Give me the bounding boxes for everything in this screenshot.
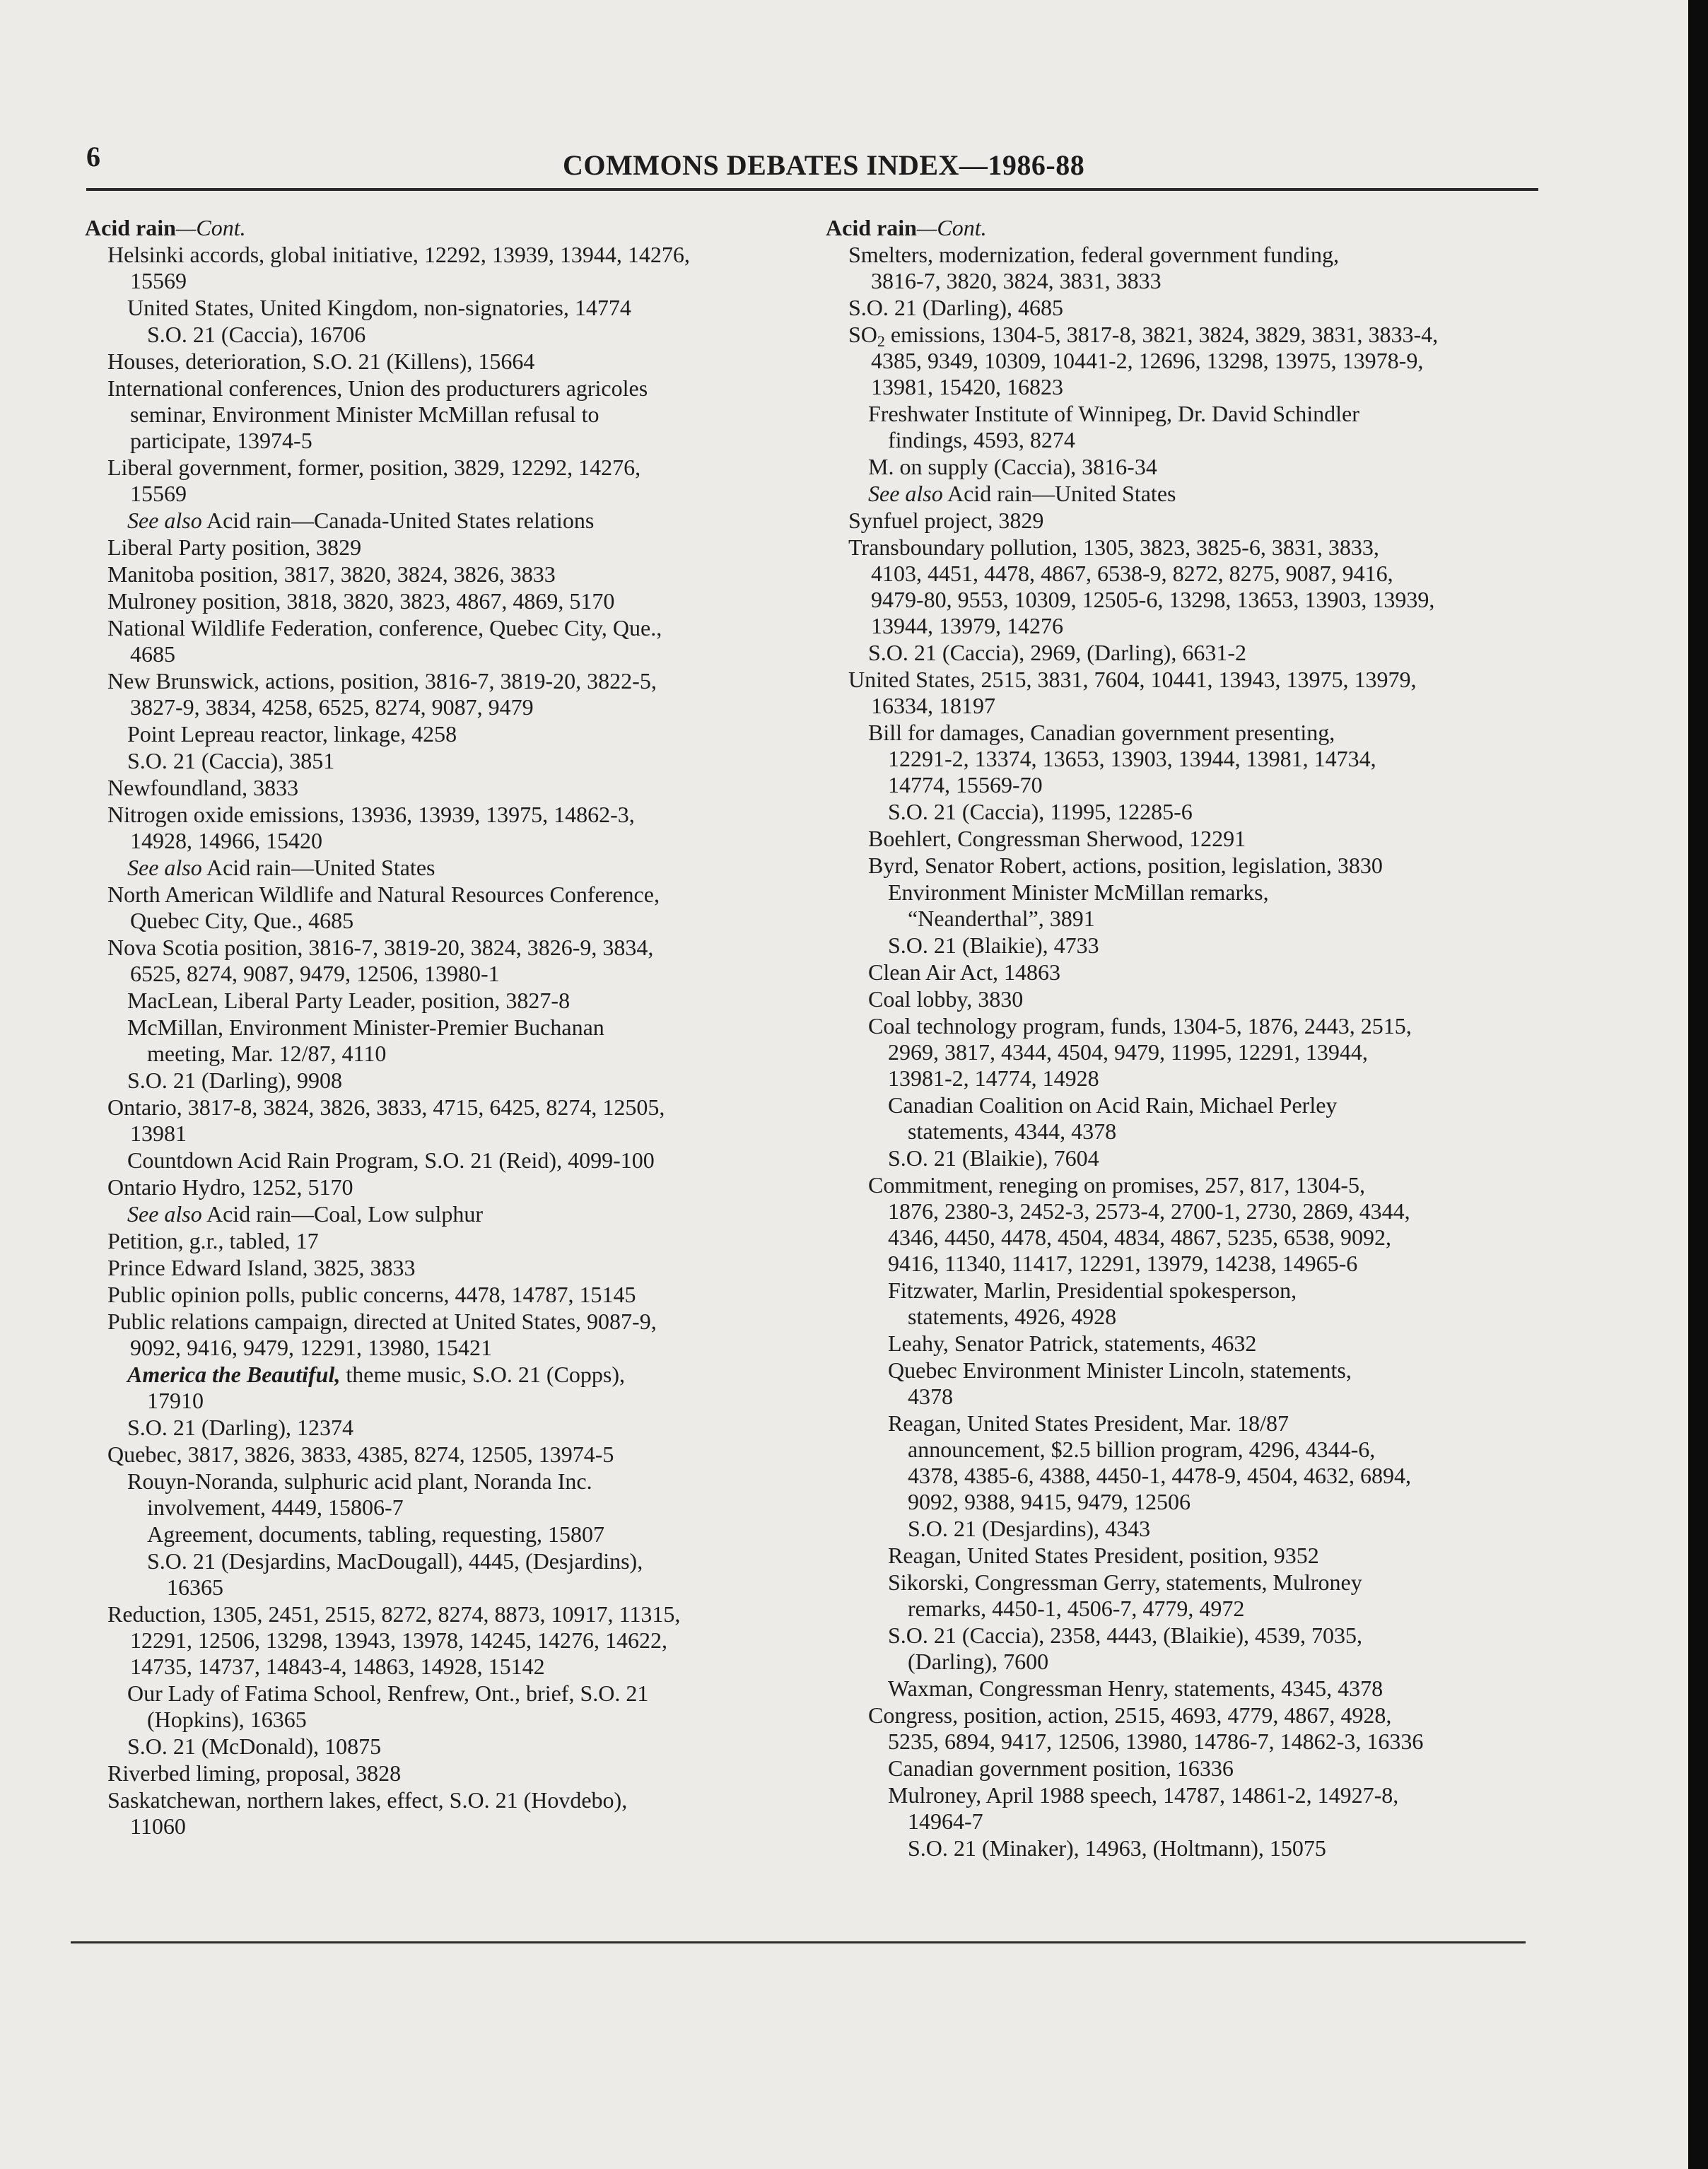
index-entry: United States, 2515, 3831, 7604, 10441, 13943, 13975, 13979, 16334, 18197 <box>848 667 1417 718</box>
index-entry: National Wildlife Federation, conference, Quebec City, Que., 4685 <box>107 615 662 667</box>
index-entry: Canadian government position, 16336 <box>888 1755 1234 1781</box>
index-entry: Boehlert, Congressman Sherwood, 12291 <box>868 826 1246 851</box>
index-entry: Nitrogen oxide emissions, 13936, 13939, 13975, 14862-3, 14928, 14966, 15420 <box>107 802 635 853</box>
index-column-right <box>826 215 1540 1862</box>
index-entry: Public opinion polls, public concerns, 4478, 14787, 15145 <box>107 1282 636 1307</box>
index-entry: Prince Edward Island, 3825, 3833 <box>107 1255 416 1280</box>
index-column-left <box>85 215 799 1840</box>
index-entry: Rouyn-Noranda, sulphuric acid plant, Noranda Inc. involvement, 4449, 15806-7 <box>127 1468 592 1520</box>
index-entry: Reduction, 1305, 2451, 2515, 8272, 8274, 8873, 10917, 11315, 12291, 12506, 13298, 13943, 13978, 14245, 14276, 14622, 14735, 14737, 14843-4, 14863, 14928, 15142 <box>107 1601 681 1679</box>
index-entry: Sikorski, Congressman Gerry, statements, Mulroney remarks, 4450-1, 4506-7, 4779, 4972 <box>888 1569 1362 1621</box>
index-entry: S.O. 21 (Caccia), 16706 <box>147 322 366 347</box>
index-entry: Byrd, Senator Robert, actions, position, legislation, 3830 <box>868 853 1383 878</box>
index-entry: S.O. 21 (Minaker), 14963, (Holtmann), 15075 <box>908 1835 1326 1861</box>
index-entry: Coal technology program, funds, 1304-5, 1876, 2443, 2515, 2969, 3817, 4344, 4504, 9479, 11995, 12291, 13944, 13981-2, 14774, 14928 <box>868 1013 1412 1091</box>
index-entry: Riverbed liming, proposal, 3828 <box>107 1760 402 1786</box>
index-entry: North American Wildlife and Natural Resources Conference, Quebec City, Que., 4685 <box>107 882 660 933</box>
index-entry: Leahy, Senator Patrick, statements, 4632 <box>888 1331 1257 1356</box>
index-entry: S.O. 21 (Blaikie), 4733 <box>888 933 1099 958</box>
index-entry: S.O. 21 (Caccia), 3851 <box>127 748 335 773</box>
see-also-entry: See also Acid rain—Canada-United States relations <box>127 508 595 533</box>
index-entry: S.O. 21 (Caccia), 2969, (Darling), 6631-2 <box>868 640 1246 665</box>
index-entry: Environment Minister McMillan remarks, “Neanderthal”, 3891 <box>888 879 1269 931</box>
index-entry: S.O. 21 (Darling), 4685 <box>848 295 1063 320</box>
index-entry: Synfuel project, 3829 <box>848 508 1044 533</box>
index-entry: Helsinki accords, global initiative, 12292, 13939, 13944, 14276, 15569 <box>107 242 690 293</box>
column-heading: Acid rain—Cont. <box>826 215 987 240</box>
index-entry: Reagan, United States President, Mar. 18/87 announcement, $2.5 billion program, 4296, 4344-6, 4378, 4385-6, 4388, 4450-1, 4478-9, 4504, 4632, 6894, 9092, 9388, 9415, 9479, 12506 <box>888 1410 1411 1514</box>
index-entry: Public relations campaign, directed at United States, 9087-9, 9092, 9416, 9479, 12291, 13980, 15421 <box>107 1309 657 1360</box>
index-entry: Petition, g.r., tabled, 17 <box>107 1228 319 1253</box>
index-entry: Quebec Environment Minister Lincoln, statements, 4378 <box>888 1357 1352 1409</box>
index-entry: Freshwater Institute of Winnipeg, Dr. David Schindler findings, 4593, 8274 <box>868 401 1359 452</box>
index-entry: S.O. 21 (Caccia), 11995, 12285-6 <box>888 799 1193 824</box>
index-entry: Saskatchewan, northern lakes, effect, S.O. 21 (Hovdebo), 11060 <box>107 1787 628 1839</box>
index-entry: Liberal Party position, 3829 <box>107 534 362 560</box>
index-entry: S.O. 21 (McDonald), 10875 <box>127 1734 382 1759</box>
index-entry: Liberal government, former, position, 3829, 12292, 14276, 15569 <box>107 455 641 506</box>
index-entry: Congress, position, action, 2515, 4693, 4779, 4867, 4928, 5235, 6894, 9417, 12506, 13980, 14786-7, 14862-3, 16336 <box>868 1702 1424 1754</box>
index-entry: Transboundary pollution, 1305, 3823, 3825-6, 3831, 3833, 4103, 4451, 4478, 4867, 6538-9, 8272, 8275, 9087, 9416, 9479-80, 9553, 10309, 12505-6, 13298, 13653, 13903, 13939, 13944, 13979, 14276 <box>848 534 1435 638</box>
index-entry: Reagan, United States President, position, 9352 <box>888 1543 1319 1568</box>
see-also-entry: See also Acid rain—United States <box>127 855 435 880</box>
index-entry: Our Lady of Fatima School, Renfrew, Ont., brief, S.O. 21 (Hopkins), 16365 <box>127 1680 649 1732</box>
index-entry: Smelters, modernization, federal government funding, 3816-7, 3820, 3824, 3831, 3833 <box>848 242 1340 293</box>
index-entry: Houses, deterioration, S.O. 21 (Killens), 15664 <box>107 349 535 374</box>
footer-rule <box>71 1941 1526 1943</box>
index-entry: Commitment, reneging on promises, 257, 817, 1304-5, 1876, 2380-3, 2452-3, 2573-4, 2700-1, 2730, 2869, 4344, 4346, 4450, 4478, 4504, 4834, 4867, 5235, 6538, 9092, 9416, 11340, 11417, 12291, 13979, 14238, 14965-6 <box>868 1172 1410 1276</box>
index-entry: United States, United Kingdom, non-signatories, 14774 <box>127 295 631 320</box>
index-entry: Waxman, Congressman Henry, statements, 4345, 4378 <box>888 1676 1384 1701</box>
index-entry: International conferences, Union des producturers agricoles seminar, Environment Minister McMillan refusal to participate, 13974-5 <box>107 375 648 453</box>
index-entry: S.O. 21 (Desjardins, MacDougall), 4445, (Desjardins), 16365 <box>147 1548 643 1600</box>
index-entry: Canadian Coalition on Acid Rain, Michael Perley statements, 4344, 4378 <box>888 1092 1338 1144</box>
index-entry: Bill for damages, Canadian government presenting, 12291-2, 13374, 13653, 13903, 13944, 13981, 14734, 14774, 15569-70 <box>868 720 1376 797</box>
index-entry: America the Beautiful, theme music, S.O. 21 (Copps), 17910 <box>127 1362 625 1413</box>
index-entry: Coal lobby, 3830 <box>868 986 1024 1012</box>
index-entry: Fitzwater, Marlin, Presidential spokesperson, statements, 4926, 4928 <box>888 1278 1297 1329</box>
index-entry: Clean Air Act, 14863 <box>868 959 1060 985</box>
index-entry: S.O. 21 (Darling), 9908 <box>127 1068 342 1093</box>
index-entry: Nova Scotia position, 3816-7, 3819-20, 3824, 3826-9, 3834, 6525, 8274, 9087, 9479, 12506, 13980-1 <box>107 935 654 986</box>
index-entry: Ontario, 3817-8, 3824, 3826, 3833, 4715, 6425, 8274, 12505, 13981 <box>107 1094 665 1146</box>
index-entry: M. on supply (Caccia), 3816-34 <box>868 454 1157 479</box>
index-entry: Mulroney, April 1988 speech, 14787, 14861-2, 14927-8, 14964-7 <box>888 1782 1399 1834</box>
index-entry: Ontario Hydro, 1252, 5170 <box>107 1174 353 1200</box>
index-entry: S.O. 21 (Blaikie), 7604 <box>888 1145 1099 1171</box>
index-entry: Point Lepreau reactor, linkage, 4258 <box>127 721 457 747</box>
page-number: 6 <box>86 141 100 173</box>
index-entry: McMillan, Environment Minister-Premier Buchanan meeting, Mar. 12/87, 4110 <box>127 1015 604 1066</box>
see-also-entry: See also Acid rain—Coal, Low sulphur <box>127 1201 484 1227</box>
index-entry: Agreement, documents, tabling, requesting, 15807 <box>147 1521 604 1547</box>
index-entry: S.O. 21 (Caccia), 2358, 4443, (Blaikie), 4539, 7035, (Darling), 7600 <box>888 1623 1362 1674</box>
index-entry: S.O. 21 (Desjardins), 4343 <box>908 1516 1151 1541</box>
column-heading: Acid rain—Cont. <box>85 215 246 240</box>
header-rule <box>86 188 1538 191</box>
index-entry: $SO_2$ emissions, 1304-5, 3817-8, 3821, 3824, 3829, 3831, 3833-4, 4385, 9349, 10309, 10441-2, 12696, 13298, 13975, 13978-9, 13981, 15420, 16823 <box>848 322 1439 399</box>
see-also-entry: See also Acid rain—United States <box>868 481 1176 506</box>
page-title: COMMONS DEBATES INDEX—1986-88 <box>563 149 1085 181</box>
index-entry: Mulroney position, 3818, 3820, 3823, 4867, 4869, 5170 <box>107 588 615 614</box>
index-entry: New Brunswick, actions, position, 3816-7, 3819-20, 3822-5, 3827-9, 3834, 4258, 6525, 8274, 9087, 9479 <box>107 668 657 720</box>
index-entry: Quebec, 3817, 3826, 3833, 4385, 8274, 12505, 13974-5 <box>107 1442 614 1467</box>
index-entry: MacLean, Liberal Party Leader, position, 3827-8 <box>127 988 571 1013</box>
index-entry: Countdown Acid Rain Program, S.O. 21 (Reid), 4099-100 <box>127 1147 655 1173</box>
index-entry: Newfoundland, 3833 <box>107 775 299 800</box>
scan-dark-edge <box>1688 0 1708 2169</box>
index-entry: Manitoba position, 3817, 3820, 3824, 3826, 3833 <box>107 561 556 587</box>
index-entry: S.O. 21 (Darling), 12374 <box>127 1415 353 1440</box>
